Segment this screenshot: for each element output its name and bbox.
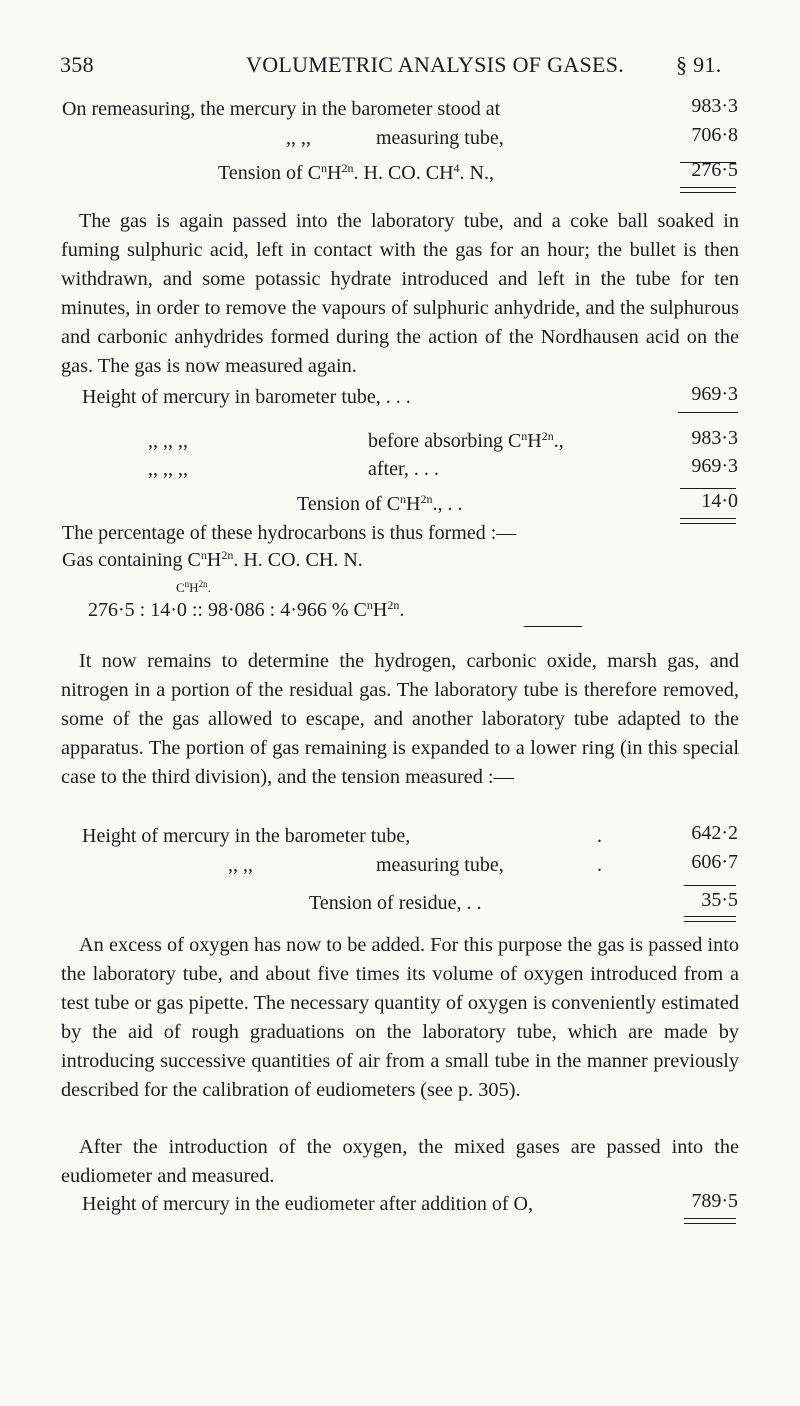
sum-rule (680, 488, 736, 489)
residue-tension-line: Tension of residue, . . (309, 892, 482, 914)
ditto-marks: ,, ,, (228, 854, 253, 876)
double-rule (680, 187, 736, 193)
paragraph-eudiometer: After the introduction of the oxygen, the mixed gases are passed into the eudiometer and measured. (61, 1136, 739, 1187)
proportion-line: 276·5 : 14·0 :: 98·086 : 4·966 % $C^nH^{2n}$. (88, 598, 405, 621)
before-absorbing-label: before absorbing $C^nH^{2n}$., (368, 429, 564, 452)
measuring-tube-value: 606·7 (691, 851, 738, 873)
rule (678, 412, 738, 413)
tension-value: 14·0 (701, 490, 738, 512)
before-absorbing-value: 983·3 (691, 427, 738, 449)
leader-dot: . (597, 825, 602, 847)
tension-line: Tension of $C^nH^{2n}$., . . (297, 492, 463, 515)
after-value: 969·3 (691, 455, 738, 477)
tension-value: 276·5 (691, 159, 738, 181)
paragraph-residual-gas: It now remains to determine the hydrogen, carbonic oxide, marsh gas, and nitrogen in a portion of the residual gas. The laboratory tube is therefore removed, some of the gas allowed to escape, and another laboratory tube adapted to the apparatus. The portion of gas remaining is expanded to a lower ring (in this special case to the third division), and the tension measured :— (61, 650, 739, 788)
tension-formula-line: Tension of $C^nH^{2n}$. H. CO. $CH^4$. N., (218, 161, 494, 184)
double-rule (684, 916, 736, 922)
gas-containing-line: Gas containing $C^nH^{2n}$. H. CO. CH. N. (62, 548, 363, 571)
eudiometer-height-value: 789·5 (691, 1190, 738, 1212)
leader-dot: . (597, 854, 602, 876)
ditto-marks: ,, ,, ,, (148, 430, 188, 452)
paragraph-oxygen: An excess of oxygen has now to be added. For this purpose the gas is passed into the laboratory tube, and about five times its volume of oxygen introduced from a test tube or gas pipette. The necessary quantity of oxygen is conveniently estimated by the aid of rough graduations on the laboratory tube, which are made by introducing successive quantities of air from a small tube in the manner previously described for the calibration of eudiometers (see p. 305). (61, 934, 739, 1101)
remeasure-value: 983·3 (691, 95, 738, 117)
barometer-height-value: 969·3 (691, 383, 738, 405)
running-title: VOLUMETRIC ANALYSIS OF GASES. (246, 52, 625, 77)
barometer-height-line: Height of mercury in barometer tube, . . . (82, 386, 411, 408)
barometer-tube-line: Height of mercury in the barometer tube, (82, 825, 411, 847)
ditto-marks: ,, ,, ,, (148, 458, 188, 480)
column-formula: $C^nH^{2n}$. (176, 579, 211, 595)
sum-rule (684, 885, 736, 886)
double-rule (680, 518, 736, 524)
eudiometer-height-line: Height of mercury in the eudiometer after addition of O, (82, 1193, 533, 1215)
paragraph-coke-ball: The gas is again passed into the laboratory tube, and a coke ball soaked in fuming sulphuric acid, left in contact with the gas for an hour; the bullet is then withdrawn, and some potassic hydrate introduced and left in the tube for ten minutes, in order to remove the vapours of sulphuric anhydride, and the sulphurous and carbonic anhydrides formed during the action of the Nordhausen acid on the gas. The gas is now measured again. (61, 210, 739, 377)
section-number: § 91. (676, 52, 722, 77)
percentage-intro: The percentage of these hydrocarbons is thus formed :— (62, 522, 517, 544)
remeasure-line: On remeasuring, the mercury in the barometer stood at (62, 98, 501, 120)
measuring-tube-label: measuring tube, (376, 127, 504, 149)
double-rule (684, 1218, 736, 1224)
after-label: after, . . . (368, 458, 439, 480)
residue-tension-value: 35·5 (701, 889, 738, 911)
barometer-tube-value: 642·2 (691, 822, 738, 844)
measuring-tube-label: measuring tube, (376, 854, 504, 876)
page-number: 358 (60, 52, 94, 77)
measuring-tube-value: 706·8 (691, 124, 738, 146)
underline (524, 626, 582, 627)
ditto-marks: ,, ,, (286, 127, 311, 149)
